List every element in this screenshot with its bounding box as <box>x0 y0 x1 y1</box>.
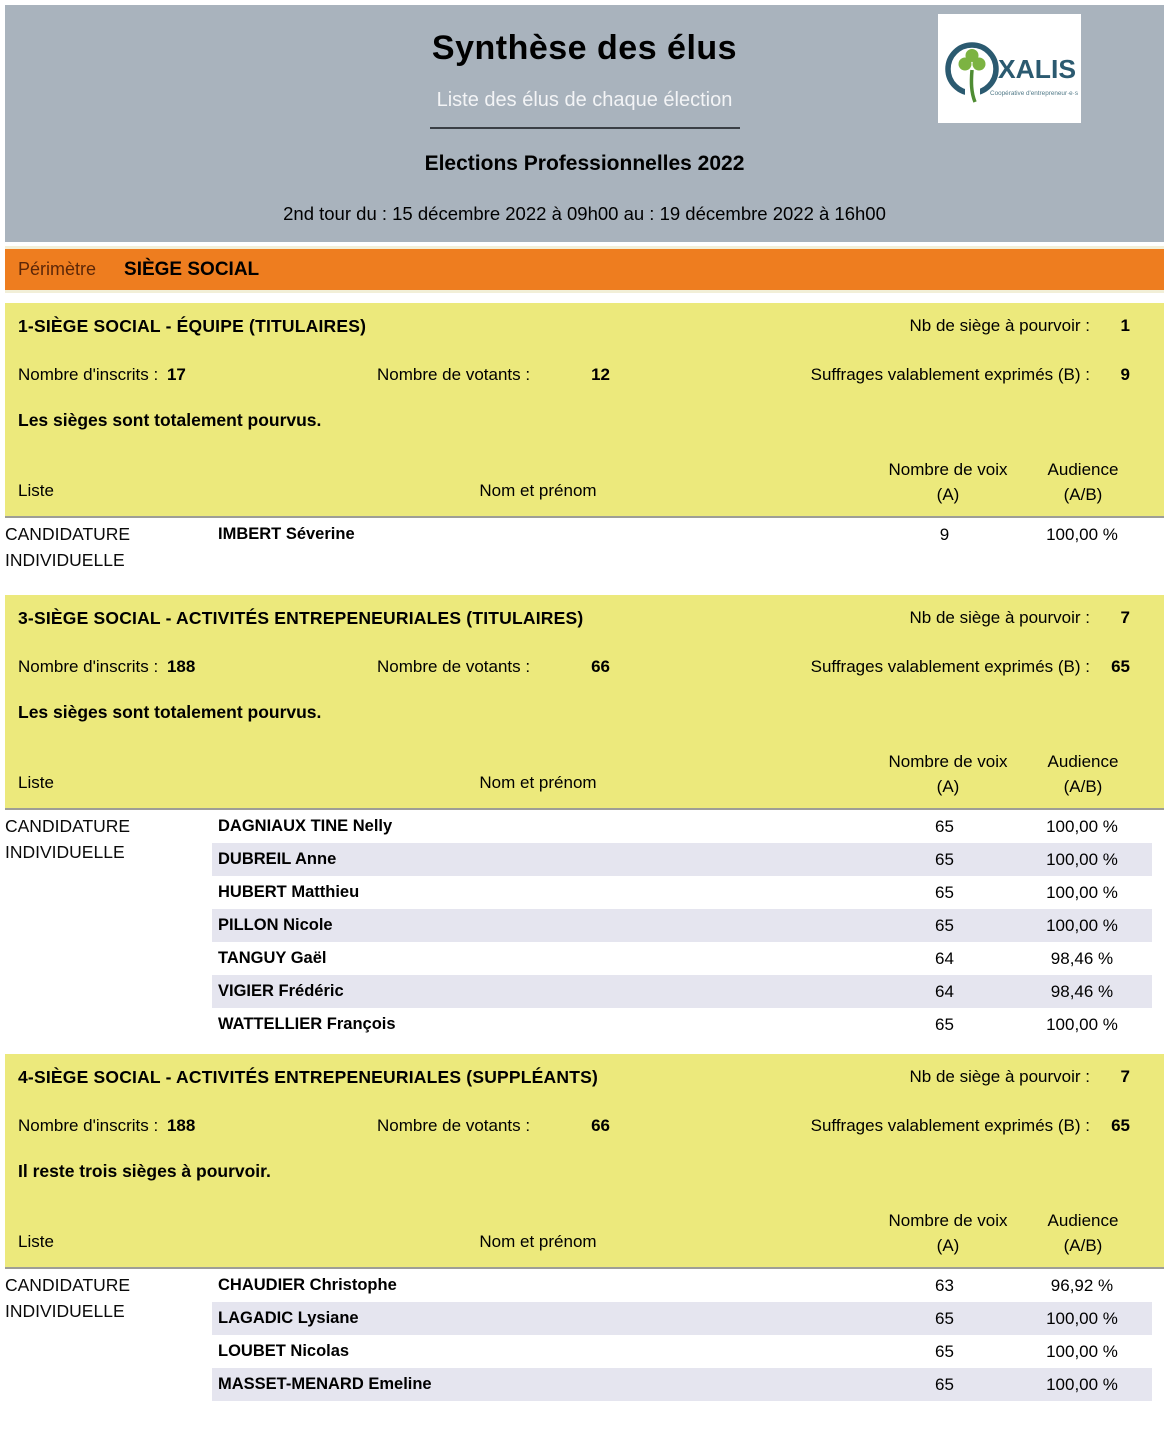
liste-cell: CANDIDATURE INDIVIDUELLE <box>5 524 131 570</box>
seats-value: 7 <box>1120 1067 1130 1086</box>
section-title: 4-SIÈGE SOCIAL - ACTIVITÉS ENTREPENEURIALES (SUPPLÉANTS) <box>18 1067 599 1087</box>
valid-votes-label: Suffrages valablement exprimés (B) : <box>810 1116 1090 1135</box>
registered-stat <box>18 657 195 677</box>
audience-value: 96,92 % <box>1050 1275 1114 1295</box>
voters-label: Nombre de votants : <box>377 1116 531 1135</box>
result-row <box>212 1302 1152 1335</box>
registered-stat <box>18 365 186 385</box>
audience-value: 100,00 % <box>1046 524 1118 544</box>
clover-leaf-icon <box>966 49 979 62</box>
col-header-audience <box>1013 457 1153 507</box>
sections-root <box>0 303 1169 1401</box>
election-dates: 2nd tour du : 15 décembre 2022 à 09h00 au : 19 décembre 2022 à 16h00 <box>283 203 886 224</box>
registered-value: 188 <box>166 657 196 676</box>
votes-value: 64 <box>935 948 954 968</box>
audience-value: 98,46 % <box>1050 981 1114 1001</box>
audience-value: 98,46 % <box>1050 948 1114 968</box>
candidate-name: LAGADIC Lysiane <box>218 1309 359 1327</box>
col-header-audience-line1: Audience <box>1047 752 1119 771</box>
section-title-row <box>18 316 1130 337</box>
header-divider <box>430 127 740 129</box>
table-header-row <box>18 745 1164 803</box>
audience-value: 100,00 % <box>1046 849 1118 869</box>
votes-value: 65 <box>935 1014 954 1034</box>
seats-to-fill <box>910 608 1131 628</box>
election-panel <box>5 595 1164 810</box>
seats-note: Il reste trois sièges à pourvoir. <box>18 1161 271 1181</box>
results-rows <box>212 810 1152 1041</box>
results-table <box>5 518 1164 582</box>
liste-cell: CANDIDATURE INDIVIDUELLE <box>5 816 131 862</box>
perimeter-label: Périmètre <box>18 259 97 279</box>
col-header-voix <box>873 749 1023 799</box>
audience-value: 100,00 % <box>1046 1014 1118 1034</box>
seats-note: Les sièges sont totalement pourvus. <box>18 410 322 430</box>
oxalis-logo <box>938 14 1081 123</box>
col-header-name: Nom et prénom <box>479 773 597 792</box>
voters-value: 12 <box>591 365 610 384</box>
votes-value: 65 <box>935 882 954 902</box>
results-table <box>5 810 1164 1041</box>
votes-value: 65 <box>935 849 954 869</box>
result-row <box>212 810 1152 843</box>
col-header-audience-line2: (A/B) <box>1063 1236 1103 1255</box>
seats-label: Nb de siège à pourvoir : <box>909 316 1090 335</box>
registered-stat <box>18 1116 195 1136</box>
section-title-row <box>18 608 1130 629</box>
page-subtitle: Liste des élus de chaque élection <box>436 89 733 111</box>
voters-label: Nombre de votants : <box>377 365 531 384</box>
col-header-audience-line2: (A/B) <box>1063 485 1103 504</box>
col-header-voix-line1: Nombre de voix <box>888 752 1008 771</box>
votes-value: 65 <box>935 1308 954 1328</box>
candidate-name: DAGNIAUX TINE Nelly <box>218 817 393 835</box>
seats-value: 1 <box>1120 316 1130 335</box>
section-title-row <box>18 1067 1130 1088</box>
candidate-name: IMBERT Séverine <box>218 525 355 543</box>
election-panel <box>5 1054 1164 1269</box>
valid-votes-stat <box>811 657 1130 677</box>
audience-value: 100,00 % <box>1046 1308 1118 1328</box>
votes-value: 65 <box>935 1374 954 1394</box>
result-row <box>212 909 1152 942</box>
audience-value: 100,00 % <box>1046 1374 1118 1394</box>
valid-votes-value: 65 <box>1111 1116 1130 1135</box>
section-title: 3-SIÈGE SOCIAL - ACTIVITÉS ENTREPENEURIALES (TITULAIRES) <box>18 608 584 628</box>
col-header-audience-line1: Audience <box>1047 1211 1119 1230</box>
valid-votes-label: Suffrages valablement exprimés (B) : <box>810 365 1090 384</box>
votes-value: 64 <box>935 981 954 1001</box>
section-stats-row <box>18 657 1130 679</box>
col-header-voix-line2: (A) <box>936 777 960 796</box>
section-title: 1-SIÈGE SOCIAL - ÉQUIPE (TITULAIRES) <box>18 316 367 336</box>
result-row <box>212 518 1152 551</box>
candidate-name: CHAUDIER Christophe <box>218 1276 397 1294</box>
registered-label: Nombre d'inscrits : <box>18 657 159 676</box>
votes-value: 65 <box>935 816 954 836</box>
col-header-name: Nom et prénom <box>479 1232 597 1251</box>
col-header-audience-line1: Audience <box>1047 460 1119 479</box>
col-header-audience-line2: (A/B) <box>1063 777 1103 796</box>
audience-value: 100,00 % <box>1046 915 1118 935</box>
candidate-name: PILLON Nicole <box>218 916 333 934</box>
seats-to-fill <box>910 316 1131 336</box>
result-row <box>212 1269 1152 1302</box>
logo-wordmark: XALIS <box>998 54 1076 84</box>
results-rows <box>212 518 1152 551</box>
section-stats-row <box>18 1116 1130 1138</box>
election-name: Elections Professionnelles 2022 <box>424 152 745 175</box>
result-row <box>212 876 1152 909</box>
result-row <box>212 1008 1152 1041</box>
page-title: Synthèse des élus <box>431 29 738 67</box>
col-header-liste: Liste <box>18 773 54 792</box>
registered-value: 188 <box>166 1116 196 1135</box>
voters-label: Nombre de votants : <box>377 657 531 676</box>
col-header-voix-line1: Nombre de voix <box>888 1211 1008 1230</box>
registered-label: Nombre d'inscrits : <box>18 365 159 384</box>
result-row <box>212 975 1152 1008</box>
election-section <box>0 595 1169 1041</box>
seats-value: 7 <box>1120 608 1130 627</box>
candidate-name: DUBREIL Anne <box>218 850 337 868</box>
oxalis-logo-graphic <box>938 14 1081 123</box>
candidate-name: WATTELLIER François <box>218 1015 396 1033</box>
audience-value: 100,00 % <box>1046 816 1118 836</box>
candidate-name: LOUBET Nicolas <box>218 1342 350 1360</box>
col-header-audience <box>1013 1208 1153 1258</box>
col-header-voix-line2: (A) <box>936 1236 960 1255</box>
perimeter-bar <box>5 246 1164 293</box>
perimeter-value: SIÈGE SOCIAL <box>124 258 260 280</box>
candidate-name: MASSET-MENARD Emeline <box>218 1375 432 1393</box>
candidate-name: TANGUY Gaël <box>218 949 327 967</box>
report-header <box>5 5 1164 242</box>
seats-note: Les sièges sont totalement pourvus. <box>18 702 322 722</box>
table-header-row <box>18 453 1164 511</box>
result-row <box>212 1335 1152 1368</box>
col-header-voix <box>873 1208 1023 1258</box>
valid-votes-label: Suffrages valablement exprimés (B) : <box>810 657 1090 676</box>
col-header-liste: Liste <box>18 481 54 500</box>
table-header-row <box>18 1204 1164 1262</box>
election-panel <box>5 303 1164 518</box>
col-header-audience <box>1013 749 1153 799</box>
col-header-voix-line2: (A) <box>936 485 960 504</box>
votes-value: 65 <box>935 915 954 935</box>
col-header-voix <box>873 457 1023 507</box>
candidate-name: VIGIER Frédéric <box>218 982 344 1000</box>
valid-votes-stat <box>811 1116 1130 1136</box>
audience-value: 100,00 % <box>1046 1341 1118 1361</box>
valid-votes-value: 9 <box>1120 365 1130 384</box>
valid-votes-value: 65 <box>1111 657 1130 676</box>
audience-value: 100,00 % <box>1046 882 1118 902</box>
voters-value: 66 <box>591 1116 610 1135</box>
votes-value: 63 <box>935 1275 954 1295</box>
results-rows <box>212 1269 1152 1401</box>
votes-value: 65 <box>935 1341 954 1361</box>
voters-value: 66 <box>591 657 610 676</box>
result-row <box>212 1368 1152 1401</box>
election-section <box>0 1054 1169 1401</box>
valid-votes-stat <box>811 365 1130 385</box>
result-row <box>212 942 1152 975</box>
col-header-name: Nom et prénom <box>479 481 597 500</box>
candidate-name: HUBERT Matthieu <box>218 883 360 901</box>
seats-label: Nb de siège à pourvoir : <box>909 1067 1090 1086</box>
registered-label: Nombre d'inscrits : <box>18 1116 159 1135</box>
seats-label: Nb de siège à pourvoir : <box>909 608 1090 627</box>
col-header-liste: Liste <box>18 1232 54 1251</box>
registered-value: 17 <box>166 365 186 384</box>
clover-stem-icon <box>971 70 975 102</box>
seats-to-fill <box>910 1067 1131 1087</box>
section-stats-row <box>18 365 1130 387</box>
col-header-voix-line1: Nombre de voix <box>888 460 1008 479</box>
results-table <box>5 1269 1164 1401</box>
liste-cell: CANDIDATURE INDIVIDUELLE <box>5 1275 131 1321</box>
election-section <box>0 303 1169 582</box>
logo-tagline: Coopérative d'entrepreneur·e·s <box>990 90 1079 97</box>
votes-value: 9 <box>939 524 950 544</box>
result-row <box>212 843 1152 876</box>
